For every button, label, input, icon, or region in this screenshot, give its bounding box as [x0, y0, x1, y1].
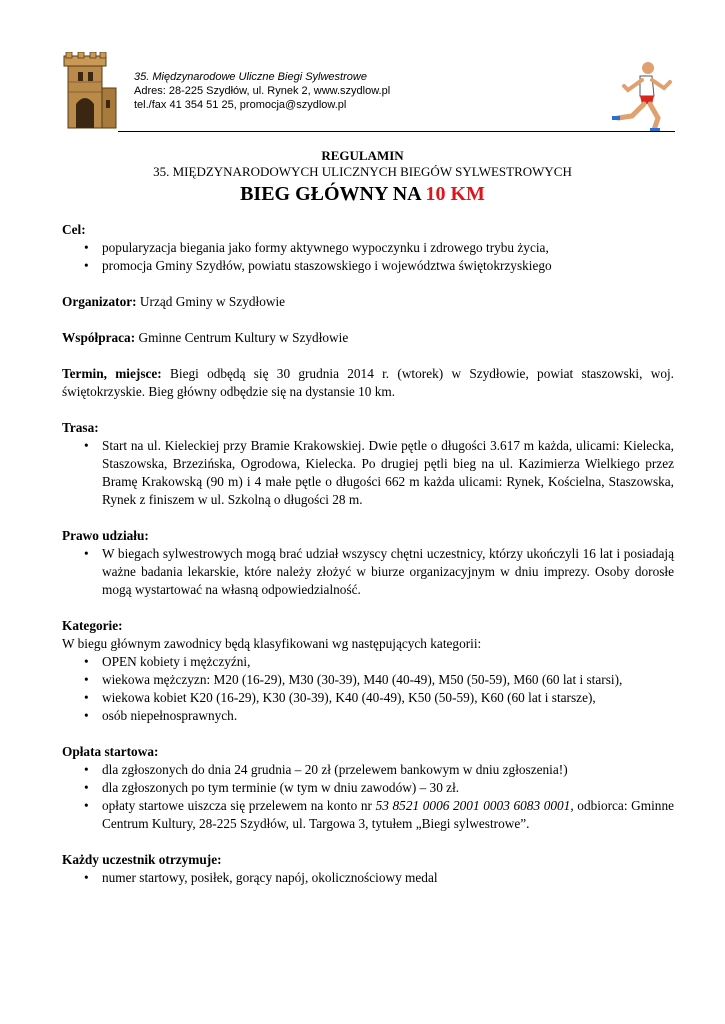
oplata-heading: Opłata startowa:	[62, 744, 159, 759]
list-item: • W biegach sylwestrowych mogą brać udział wszyscy chętni uczestnicy, którzy ukończyli 16 lat i posiadają ważne badania lekarskie, które należy złożyć w biurze organizacyjnym w dniu imprezy. Osoby dorosłe mogą wystartować na własną odpowiedzialność.	[62, 545, 674, 599]
contact: tel./fax 41 354 51 25, promocja@szydlow.pl	[134, 99, 347, 111]
list-item: • promocja Gminy Szydłów, powiatu staszowskiego i województwa świętokrzyskiego	[62, 257, 674, 275]
list-item: • osób niepełnosprawnych.	[62, 707, 674, 725]
header-divider	[118, 131, 675, 132]
section-trasa	[62, 419, 674, 509]
wspolpraca-label: Współpraca:	[62, 330, 136, 345]
regulations-body	[62, 221, 674, 887]
title-main	[0, 181, 725, 207]
prawo-list	[62, 545, 674, 599]
cel-heading: Cel:	[62, 222, 86, 237]
letterhead-text	[134, 70, 390, 112]
list-item: • popularyzacja biegania jako formy aktywnego wypoczynku i zdrowego trybu życia,	[62, 239, 674, 257]
castle-gate-logo-icon	[58, 52, 118, 132]
title-main-prefix: BIEG GŁÓWNY NA	[240, 183, 426, 205]
kategorie-heading: Kategorie:	[62, 618, 123, 633]
list-item: • OPEN kobiety i mężczyźni,	[62, 653, 674, 671]
address: Adres: 28-225 Szydłów, ul. Rynek 2, www.szydlow.pl	[134, 85, 391, 97]
event-name: 35. Międzynarodowe Uliczne Biegi Sylwestrowe	[134, 71, 367, 83]
title-subtitle: 35. MIĘDZYNARODOWYCH ULICZNYCH BIEGÓW SYLWESTROWYCH	[153, 164, 572, 179]
wspolpraca-value: Gminne Centrum Kultury w Szydłowie	[135, 330, 349, 345]
list-item: • dla zgłoszonych po tym terminie (w tym w dniu zawodów) – 30 zł.	[62, 779, 674, 797]
bank-account-number: 53 8521 0006 2001 0003 6083 0001,	[375, 798, 574, 813]
title-regulamin: REGULAMIN	[321, 148, 404, 163]
oplata-transfer-text: opłaty startowe uiszcza się przelewem na konto nr	[102, 798, 376, 813]
organizator-value: Urząd Gminy w Szydłowie	[136, 294, 286, 309]
list-item: • wiekowa kobiet K20 (16-29), K30 (30-39), K40 (40-49), K50 (50-59), K60 (60 lat i starsze),	[62, 689, 674, 707]
kategorie-intro: W biegu głównym zawodnicy będą klasyfikowani wg następujących kategorii:	[62, 636, 482, 651]
oplata-recipient-text: odbiorca: Gminne Centrum Kultury, 28-225 Szydłów, ul. Targowa 3, tytułem „Biegi sylwestrowe”.	[102, 798, 674, 831]
section-prawo	[62, 527, 674, 599]
trasa-list	[62, 437, 674, 509]
section-oplata	[62, 743, 674, 833]
list-item: • dla zgłoszonych do dnia 24 grudnia – 20 zł (przelewem bankowym w dniu zgłoszenia!)	[62, 761, 674, 779]
letterhead	[58, 52, 676, 134]
termin-label: Termin, miejsce:	[62, 366, 162, 381]
cel-list	[62, 239, 674, 275]
oplata-list	[62, 761, 674, 833]
section-wspolpraca	[62, 329, 674, 347]
prawo-heading: Prawo udziału:	[62, 528, 149, 543]
termin-value: Biegi odbędą się 30 grudnia 2014 r. (wtorek) w Szydłowie, powiat staszowski, woj. świętokrzyskie. Bieg główny odbędzie się na dystansie 10 km.	[62, 366, 674, 399]
kazdy-list	[62, 869, 674, 887]
section-cel	[62, 221, 674, 275]
section-kategorie	[62, 617, 674, 725]
list-item: • Start na ul. Kieleckiej przy Bramie Krakowskiej. Dwie pętle o długości 3.617 m każda, ulicami: Kielecka, Staszowska, Brzezińska, Ogrodowa, Kielecka. Po drugiej pętli bieg na ul. Kazimierza Wielkiego przez Bramę Krakowską (90 m) i 4 małe pętle o długości 662 m każda ulicami: Rynek, Kościelna, Staszowska, Rynek z finiszem w ul. Szkolną o długości 28 m.	[62, 437, 674, 509]
organizator-label: Organizator:	[62, 294, 137, 309]
section-organizator	[62, 293, 674, 311]
runner-icon	[610, 60, 674, 132]
title-distance: 10 KM	[425, 183, 485, 205]
list-item: • wiekowa mężczyzn: M20 (16-29), M30 (30-39), M40 (40-49), M50 (50-59), M60 (60 lat i starsi),	[62, 671, 674, 689]
section-kazdy	[62, 851, 674, 887]
list-item: • numer startowy, posiłek, gorący napój, okolicznościowy medal	[62, 869, 674, 887]
section-termin	[62, 365, 674, 401]
kazdy-heading: Każdy uczestnik otrzymuje:	[62, 852, 222, 867]
document-title	[0, 148, 725, 207]
kategorie-list	[62, 653, 674, 725]
list-item	[62, 797, 674, 833]
trasa-heading: Trasa:	[62, 420, 99, 435]
